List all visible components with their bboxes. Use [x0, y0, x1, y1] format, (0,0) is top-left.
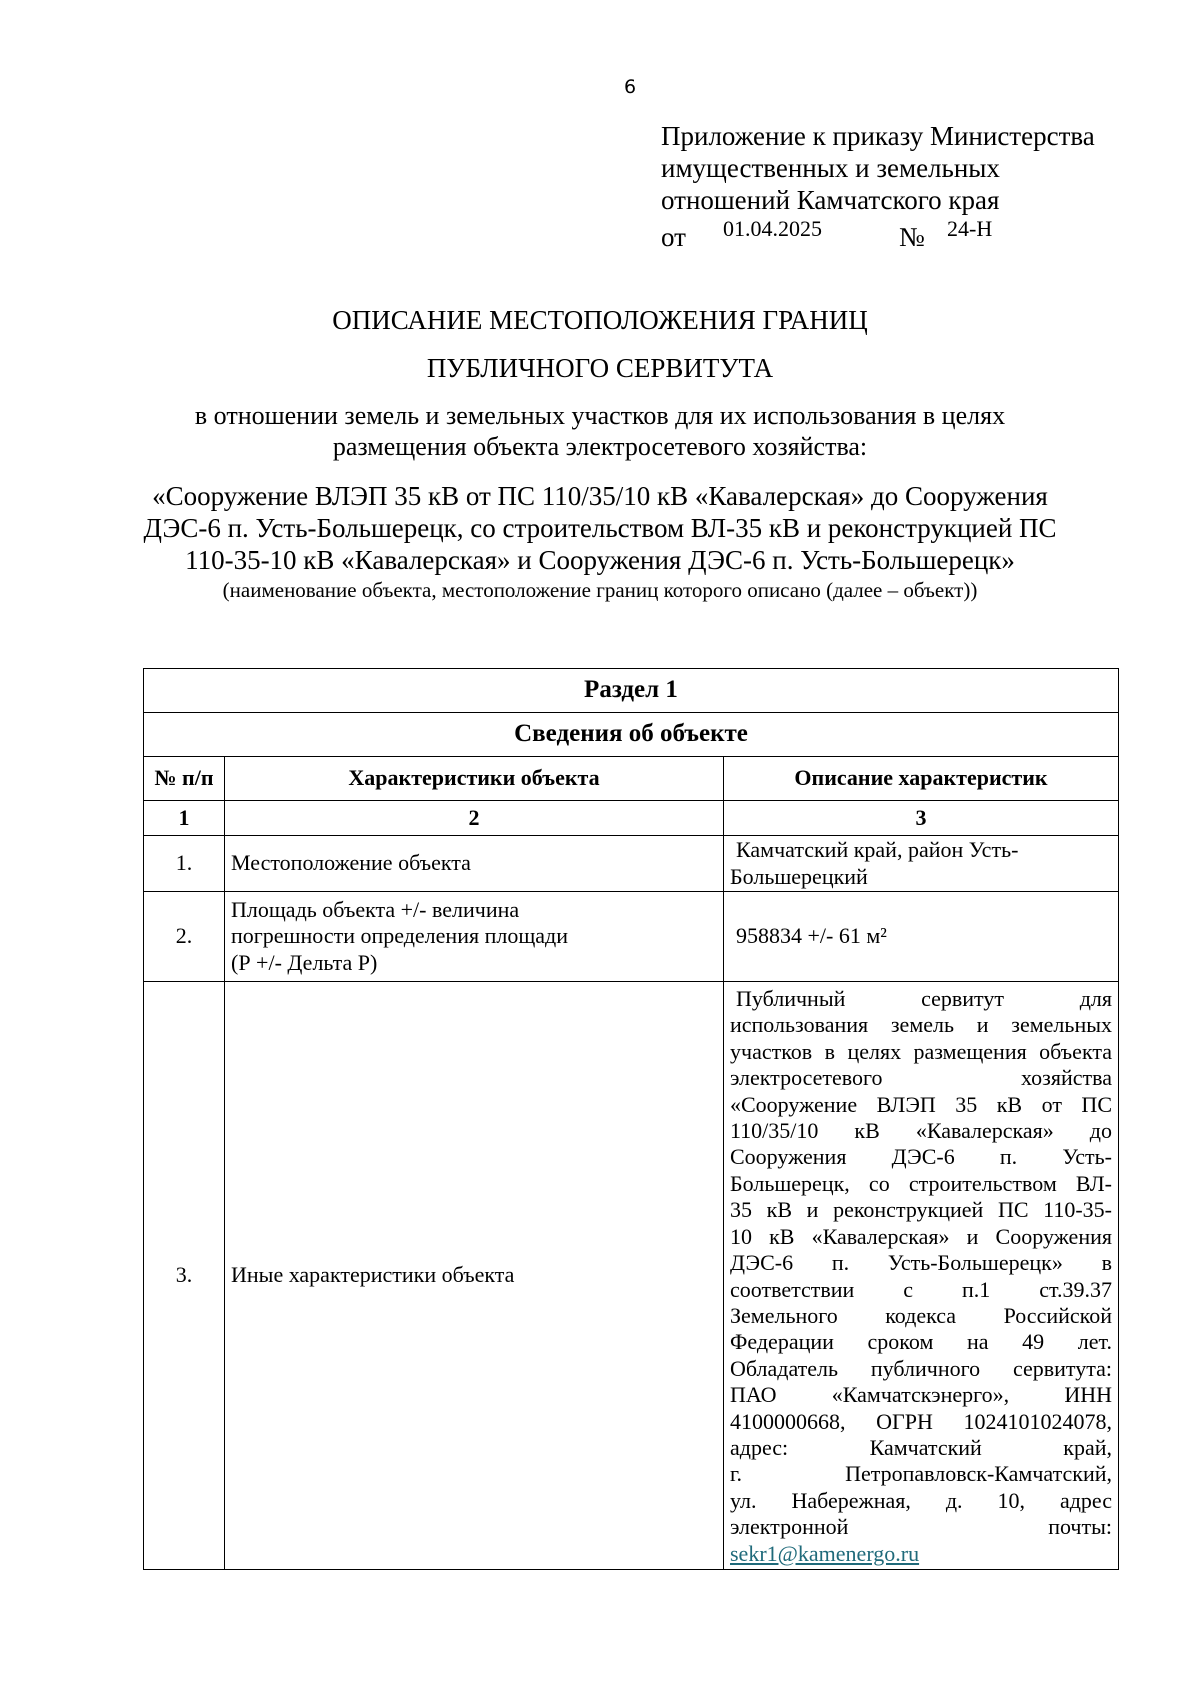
header-characteristics: Характеристики объекта	[225, 757, 724, 801]
index-cell: 1	[144, 801, 225, 836]
header-number: № п/п	[144, 757, 225, 801]
number-sign: №	[899, 222, 925, 252]
description-line: Федерации сроком на 49 лет.	[730, 1329, 1112, 1355]
table-row	[144, 892, 1119, 982]
header-description: Описание характеристик	[724, 757, 1119, 801]
description-line: Большерецк, со строительством ВЛ-	[730, 1170, 1112, 1196]
object-name-line: 110-35-10 кВ «Кавалерская» и Сооружения ДЭС-6 п. Усть-Большерецк»	[185, 545, 1015, 575]
description-line: Большерецкий	[730, 863, 868, 889]
appendix-line: отношений Камчатского края	[661, 185, 1000, 215]
row-description	[724, 892, 1119, 982]
email-link[interactable]: sekr1@kamenergo.ru	[730, 1540, 920, 1566]
row-characteristic: Местоположение объекта	[225, 836, 724, 892]
object-name-line: «Сооружение ВЛЭП 35 кВ от ПС 110/35/10 кВ «Кавалерская» до Сооружения	[152, 481, 1048, 511]
characteristic-line: (Р +/- Дельта Р)	[231, 949, 378, 975]
row-number: 1.	[144, 836, 225, 892]
purpose-line: размещения объекта электросетевого хозяйства:	[332, 432, 868, 461]
section-title: Раздел 1	[144, 669, 1119, 713]
row-number: 3.	[144, 982, 225, 1570]
section-subtitle: Сведения об объекте	[144, 713, 1119, 757]
table-row	[144, 836, 1119, 892]
table-row	[144, 982, 1119, 1570]
date-prefix: от	[661, 222, 686, 252]
description-line: Обладатель публичного сервитута:	[730, 1355, 1112, 1381]
object-name-line: ДЭС-6 п. Усть-Большерецк, со строительством ВЛ-35 кВ и реконструкцией ПС	[143, 513, 1057, 543]
page-number: 6	[624, 76, 637, 98]
description-line: электронной почты:	[730, 1514, 1112, 1540]
characteristic-line: Площадь объекта +/- величина	[231, 896, 520, 922]
order-reference	[661, 216, 1181, 256]
description-line: 4100000668, ОГРН 1024101024078,	[730, 1408, 1112, 1434]
purpose-text	[0, 400, 1200, 462]
description-line: 10 кВ «Кавалерская» и Сооружения	[730, 1223, 1112, 1249]
row-description	[724, 982, 1119, 1570]
index-cell: 3	[724, 801, 1119, 836]
order-number: 24-Н	[947, 216, 993, 241]
description-line: электросетевого хозяйства	[730, 1065, 1112, 1091]
object-note: (наименование объекта, местоположение границ которого описано (далее – объект))	[222, 578, 978, 602]
purpose-line: в отношении земель и земельных участков для их использования в целях	[194, 401, 1006, 430]
characteristic-line: погрешности определения площади	[231, 923, 569, 949]
description-line: 110/35/10 кВ «Кавалерская» до	[730, 1118, 1112, 1144]
description-line: использования земель и земельных	[730, 1012, 1112, 1038]
appendix-line: имущественных и земельных	[661, 153, 1000, 183]
order-date: 01.04.2025	[723, 216, 822, 241]
appendix-line: Приложение к приказу Министерства	[661, 121, 1095, 151]
description-line: Публичный сервитут для	[736, 986, 1112, 1012]
description-line: «Сооружение ВЛЭП 35 кВ от ПС	[730, 1091, 1112, 1117]
object-info-table	[143, 668, 1119, 1570]
description-line: ПАО «Камчатскэнерго», ИНН	[730, 1382, 1112, 1408]
description-value: 958834 +/- 61 м²	[736, 923, 887, 949]
description-line: Камчатский край, район Усть-	[736, 837, 1019, 863]
description-line: 35 кВ и реконструкцией ПС 110-35-	[730, 1197, 1112, 1223]
description-line: ул. Набережная, д. 10, адрес	[730, 1487, 1112, 1513]
description-line: Земельного кодекса Российской	[730, 1302, 1112, 1328]
description-text	[730, 982, 1112, 1569]
description-line: ДЭС-6 п. Усть-Большерецк» в	[730, 1250, 1112, 1276]
index-cell: 2	[225, 801, 724, 836]
document-title-line2: ПУБЛИЧНОГО СЕРВИТУТА	[426, 353, 774, 383]
description-line: Сооружения ДЭС-6 п. Усть-	[730, 1144, 1112, 1170]
row-number: 2.	[144, 892, 225, 982]
object-name	[0, 480, 1200, 576]
description-line: участков в целях размещения объекта	[730, 1038, 1112, 1064]
description-line: адрес: Камчатский край,	[730, 1434, 1112, 1460]
description-line: соответствии с п.1 ст.39.37	[730, 1276, 1112, 1302]
document-title-line1: ОПИСАНИЕ МЕСТОПОЛОЖЕНИЯ ГРАНИЦ	[332, 305, 868, 335]
row-characteristic: Иные характеристики объекта	[225, 982, 724, 1570]
row-description	[724, 836, 1119, 892]
description-line: г. Петропавловск-Камчатский,	[730, 1461, 1112, 1487]
appendix-block	[661, 120, 1181, 216]
row-characteristic	[225, 892, 724, 982]
